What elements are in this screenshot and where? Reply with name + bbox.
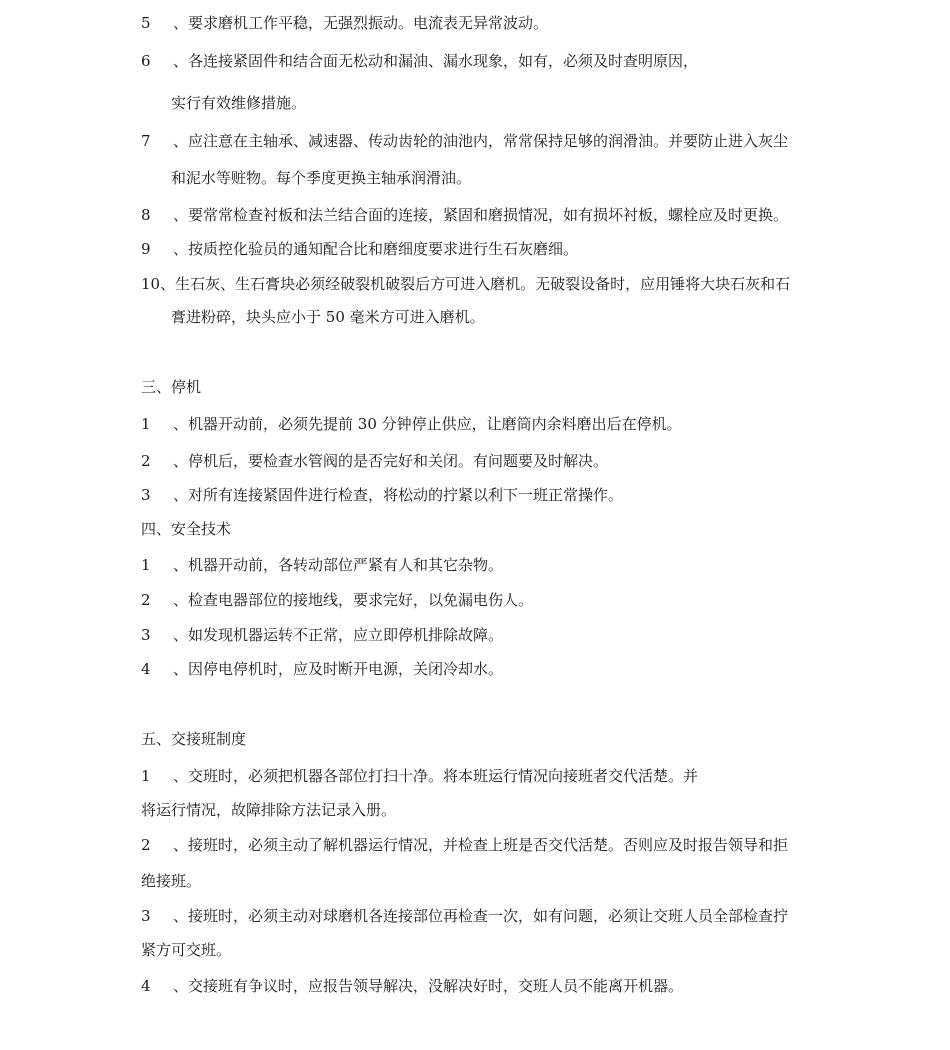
shift-item-1 [141,766,698,786]
item-number: 2 [141,591,151,609]
item-text: 、因停电停机时，应及时断开电源，关闭冷却水。 [173,660,504,678]
item-text: 、按质控化验员的通知配合比和磨细度要求进行生石灰磨细。 [173,240,579,258]
item-text: 和泥水等赃物。每个季度更换主轴承润滑油。 [171,169,472,187]
safety-item-1 [141,555,503,575]
item-number: 2 [141,452,151,470]
item-text: 、对所有连接紧固件进行检查，将松动的拧紧以利下一班正常操作。 [173,486,624,504]
safety-item-3 [141,625,503,645]
shift-item-4 [141,976,683,996]
shift-item-3 [141,906,788,926]
operation-item-6-continuation [171,93,306,113]
item-number: 10 [141,275,161,293]
item-number: 4 [141,977,151,995]
item-text: 、接班时，必须主动了解机器运行情况，并检查上班是否交代活楚。否则应及时报告领导和拒 [173,836,789,854]
item-number: 4 [141,660,151,678]
item-number: 2 [141,836,151,854]
item-text: 、交接班有争议时，应报告领导解决，没解决好时，交班人员不能离开机器。 [173,977,684,995]
operation-item-5 [141,13,548,33]
item-text: 、应注意在主轴承、减速器、传动齿轮的油池内，常常保持足够的润滑油。并要防止进入灰尘 [173,132,789,150]
safety-item-2 [141,590,533,610]
item-number: 9 [141,240,151,258]
stop-item-3 [141,485,623,505]
stop-item-1 [141,414,682,434]
safety-item-4 [141,659,503,679]
item-text: 、生石灰、生石膏块必须经破裂机破裂后方可进入磨机。无破裂设备时，应用锤将大块石灰和石 [160,275,791,293]
item-text: 、接班时，必须主动对球磨机各连接部位再检查一次，如有问题，必须让交班人员全部检查拧 [173,907,789,925]
shift-item-2 [141,835,788,855]
item-number: 3 [141,486,151,504]
item-text: 绝接班。 [141,872,202,890]
item-text: 、交班时，必须把机器各部位打扫十净。将本班运行情况向接班者交代活楚。并 [173,767,699,785]
section-heading-shift: 五、交接班制度 [141,730,247,748]
item-number: 3 [141,626,151,644]
operation-item-7-continuation [171,168,471,188]
item-number: 8 [141,206,151,224]
operation-item-9 [141,239,578,259]
item-number: 1 [141,415,151,433]
item-text: 、如发现机器运转不正常，应立即停机排除故障。 [173,626,504,644]
item-number: 7 [141,132,151,150]
item-text: 、停机后，要检查水管阀的是否完好和关闭。有问题要及时解决。 [173,452,609,470]
item-text: 实行有效维修措施。 [171,94,307,112]
item-text: 、机器开动前，各转动部位严紧有人和其它杂物。 [173,556,504,574]
operation-item-6 [141,51,698,71]
operation-item-7 [141,131,788,151]
section-heading-stop: 三、停机 [141,378,202,396]
stop-item-2 [141,451,608,471]
item-text: 膏进粉碎，块头应小于 50 毫米方可进入磨机。 [171,308,485,326]
item-text: 、要求磨机工作平稳，无强烈振动。电流表无异常波动。 [173,14,549,32]
item-number: 1 [141,556,151,574]
item-number: 3 [141,907,151,925]
item-number: 6 [141,52,151,70]
item-text: 、要常常检查衬板和法兰结合面的连接，紧固和磨损情况，如有损坏衬板，螺栓应及时更换。 [173,206,789,224]
item-text: 、各连接紧固件和结合面无松动和漏油、漏水现象，如有，必须及时查明原因， [173,52,699,70]
shift-item-2-continuation [141,871,201,891]
operation-item-10-continuation [171,307,485,327]
operation-item-10 [141,274,790,294]
shift-item-3-continuation [141,940,231,960]
operation-item-8 [141,205,788,225]
item-text: 、机器开动前，必须先提前 30 分钟停止供应，让磨筒内余料磨出后在停机。 [173,415,682,433]
item-text: 、检查电器部位的接地线，要求完好，以免漏电伤人。 [173,591,534,609]
item-text: 将运行情况，故障排除方法记录入册。 [141,801,397,819]
item-number: 1 [141,767,151,785]
section-heading-safety: 四、安全技术 [141,520,232,538]
shift-item-1-continuation [141,800,396,820]
item-number: 5 [141,14,151,32]
item-text: 紧方可交班。 [141,941,232,959]
